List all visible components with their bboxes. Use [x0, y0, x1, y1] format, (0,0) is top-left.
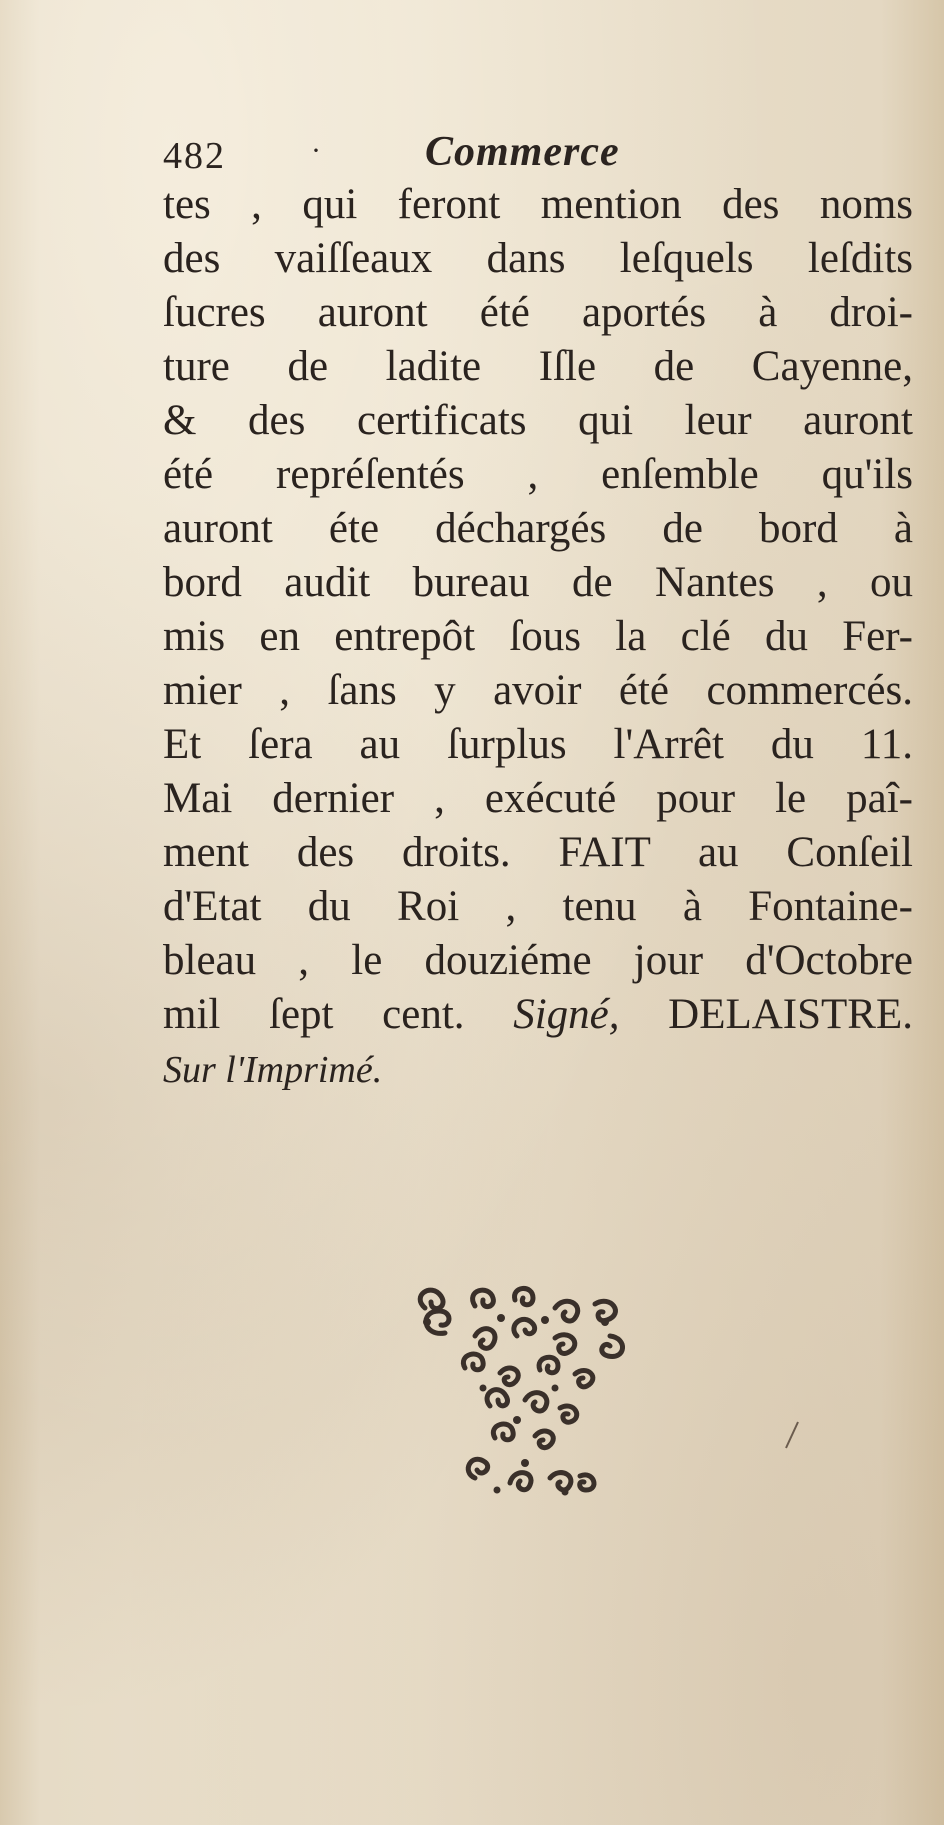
body-text — [163, 178, 913, 1096]
date-text: mil ſept cent. — [163, 991, 465, 1038]
running-title: Commerce — [425, 129, 620, 175]
text-line: & des certificats qui leur auront — [163, 397, 913, 444]
text-line: bleau , le douziéme jour d'Octobre — [163, 937, 913, 984]
running-head — [163, 128, 683, 180]
text-line: ture de ladite Iſle de Cayenne, — [163, 343, 913, 390]
imprint-line — [163, 1042, 913, 1096]
signatory-name: DELAISTRE. — [668, 991, 914, 1038]
signature-line — [163, 988, 913, 1042]
imprint-note: Sur l'Imprimé. — [163, 1049, 383, 1091]
head-separator: · — [311, 134, 321, 167]
text-line: mis en entrepôt ſous la clé du Fer- — [163, 613, 913, 660]
text-line: tes , qui feront mention des noms — [163, 181, 913, 228]
text-line: ſucres auront été aportés à droi- — [163, 289, 913, 336]
text-line: des vaiſſeaux dans leſquels leſdits — [163, 235, 913, 282]
text-line: d'Etat du Roi , tenu à Fontaine- — [163, 883, 913, 930]
text-line: Et ſera au ſurplus l'Arrêt du 11. — [163, 721, 913, 768]
text-line: ment des droits. FAIT au Conſeil — [163, 829, 913, 876]
text-line: bord audit bureau de Nantes , ou — [163, 559, 913, 606]
pencil-mark-icon — [782, 1420, 802, 1450]
text-line: auront éte déchargés de bord à — [163, 505, 913, 552]
text-line: mier , ſans y avoir été commercés. — [163, 667, 913, 714]
signed-label: Signé, — [513, 991, 620, 1038]
text-line: été repréſentés , enſemble qu'ils — [163, 451, 913, 498]
page-number: 482 — [163, 135, 226, 177]
text-line: Mai dernier , exécuté pour le paî- — [163, 775, 913, 822]
fleuron-ornament-icon — [405, 1278, 645, 1503]
